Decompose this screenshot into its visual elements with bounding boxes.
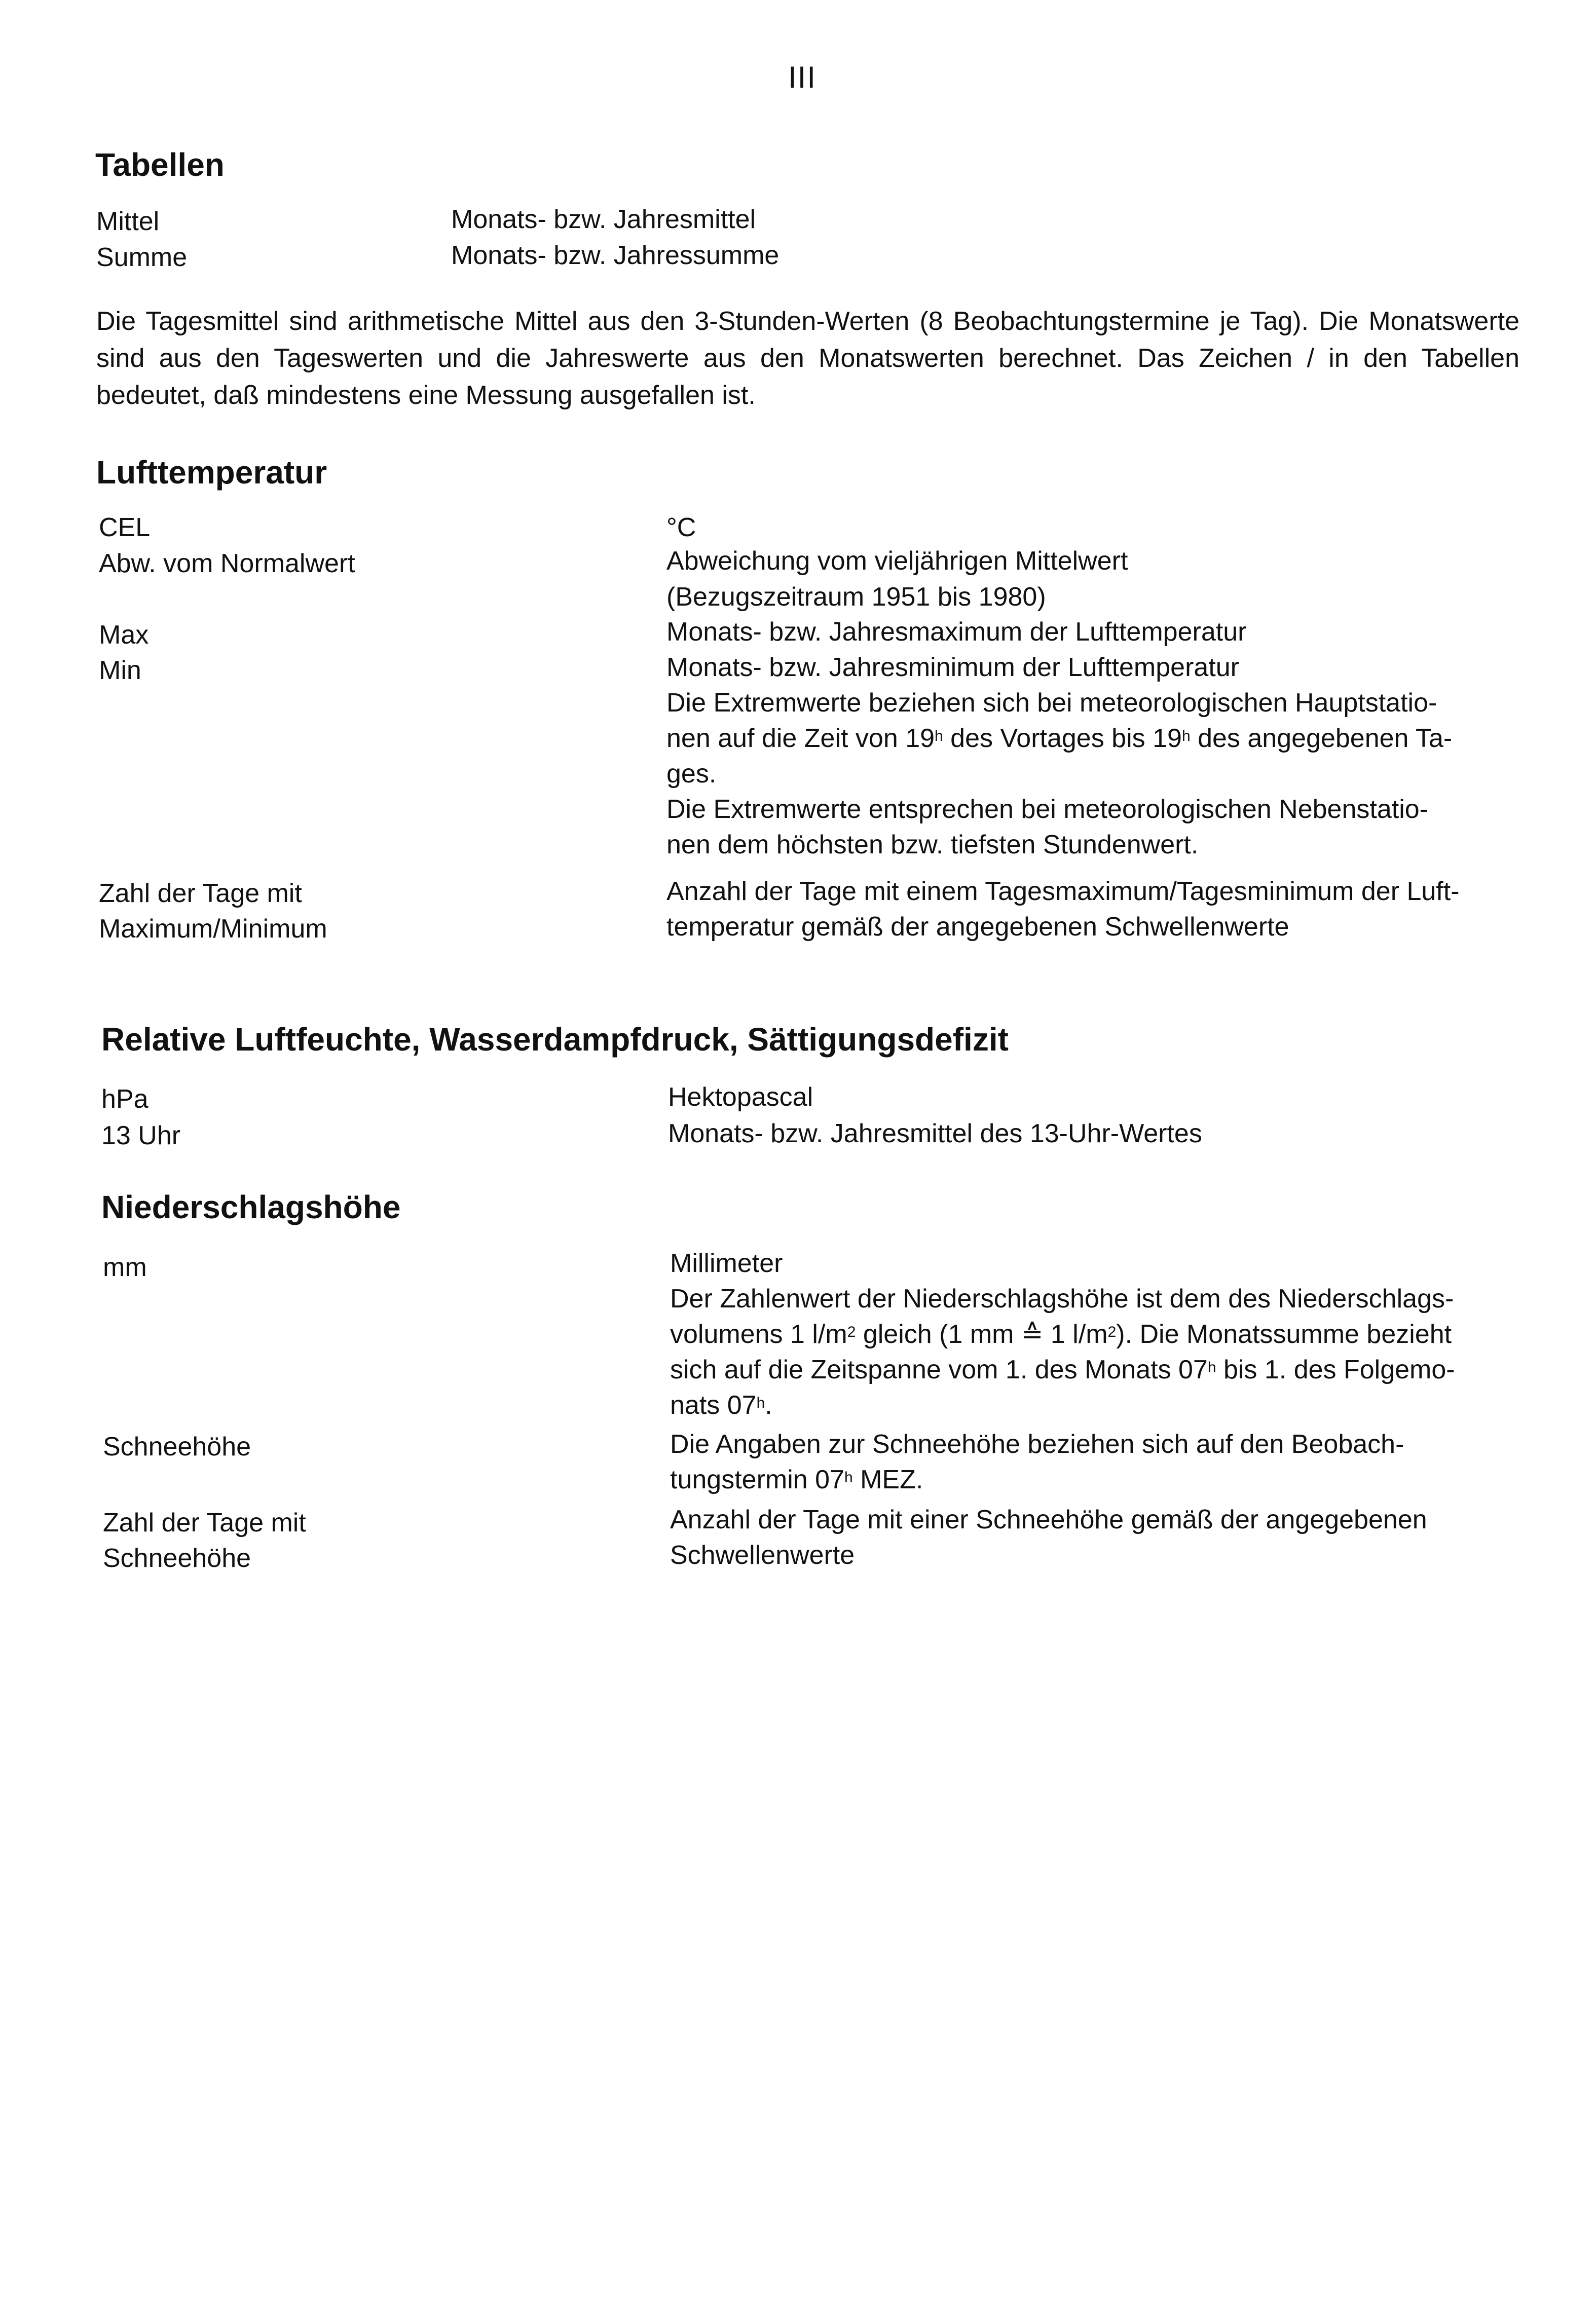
def-mm-line-4: sich auf die Zeitspanne vom 1. des Monats 07$^h$ bis 1. des Folgemo- bbox=[670, 1355, 1455, 1384]
def-mm-line-5: nats 07$^h$. bbox=[670, 1391, 772, 1420]
extrem-neben-line-2: nen dem höchsten bzw. tiefsten Stundenwert. bbox=[666, 830, 1199, 859]
term-mm: mm bbox=[103, 1253, 147, 1282]
def-zahl-tage-1: Anzahl der Tage mit einem Tagesmaximum/Tagesminimum der Luft- bbox=[666, 877, 1460, 906]
section-heading-tabellen: Tabellen bbox=[95, 146, 225, 183]
tabellen-paragraph: Die Tagesmittel sind arithmetische Mittel aus den 3-Stunden-Werten (8 Beobachtungstermine je Tag). Die Monatswerte sind aus den Tageswerten und die Jahreswerte aus den Monatswerten berechnet. Das Zeichen / in den Tabellen bedeutet, daß mindestens eine Messung ausgefallen ist. bbox=[96, 307, 1519, 410]
def-13-uhr: Monats- bzw. Jahresmittel des 13-Uhr-Wertes bbox=[668, 1119, 1202, 1148]
page-number: III bbox=[788, 60, 817, 94]
def-mm-line-1: Millimeter bbox=[670, 1249, 783, 1278]
def-mm-line-3: volumens 1 $l/m^2$ gleich (1 mm ≙ 1 $l/m^2$). Die Monatssumme bezieht bbox=[670, 1320, 1452, 1349]
def-mm-line-2: Der Zahlenwert der Niederschlagshöhe ist dem des Niederschlags- bbox=[670, 1284, 1454, 1314]
def-zahl-tage-2: temperatur gemäß der angegebenen Schwellenwerte bbox=[666, 912, 1289, 942]
extrem-haupt-line-3: ges. bbox=[666, 759, 717, 789]
extrem-haupt-line-2: nen auf die Zeit von 19$^h$ des Vortages bis 19$^h$ des angegebenen Ta- bbox=[666, 724, 1453, 753]
term-hpa: hPa bbox=[101, 1084, 149, 1114]
section-heading-niederschlag: Niederschlagshöhe bbox=[101, 1189, 401, 1225]
term-zahl-tage-2: Maximum/Minimum bbox=[99, 914, 327, 944]
def-schneehoehe-line-1: Die Angaben zur Schneehöhe beziehen sich auf den Beobach- bbox=[670, 1430, 1404, 1459]
term-schneehoehe: Schneehöhe bbox=[103, 1432, 251, 1461]
def-zahl-schnee-1: Anzahl der Tage mit einer Schneehöhe gemäß der angegebenen bbox=[670, 1505, 1427, 1534]
def-abw-1: Abweichung vom vieljährigen Mittelwert bbox=[666, 546, 1128, 576]
def-cel: °C bbox=[666, 513, 696, 542]
def-hpa: Hektopascal bbox=[668, 1082, 813, 1112]
def-summe: Monats- bzw. Jahressumme bbox=[451, 241, 780, 270]
def-zahl-schnee-2: Schwellenwerte bbox=[670, 1541, 855, 1570]
extrem-neben-line-1: Die Extremwerte entsprechen bei meteorologischen Nebenstatio- bbox=[666, 795, 1428, 824]
def-schneehoehe-line-2: tungstermin 07$^h$ MEZ. bbox=[670, 1465, 923, 1494]
def-mittel: Monats- bzw. Jahresmittel bbox=[451, 205, 756, 234]
term-min: Min bbox=[99, 656, 141, 685]
section-heading-lufttemperatur: Lufttemperatur bbox=[96, 454, 327, 491]
extrem-haupt-line-1: Die Extremwerte beziehen sich bei meteorologischen Hauptstatio- bbox=[666, 688, 1437, 718]
def-max: Monats- bzw. Jahresmaximum der Lufttemperatur bbox=[666, 617, 1247, 647]
term-zahl-tage-1: Zahl der Tage mit bbox=[99, 879, 302, 908]
section-heading-feuchte: Relative Luftfeuchte, Wasserdampfdruck, Sättigungsdefizit bbox=[101, 1021, 1009, 1058]
term-13-uhr: 13 Uhr bbox=[101, 1121, 181, 1150]
term-mittel: Mittel bbox=[96, 207, 160, 236]
term-max: Max bbox=[99, 620, 149, 650]
def-abw-2: (Bezugszeitraum 1951 bis 1980) bbox=[666, 582, 1046, 612]
term-zahl-schnee-1: Zahl der Tage mit bbox=[103, 1508, 306, 1538]
term-cel: CEL bbox=[99, 513, 151, 542]
term-abw: Abw. vom Normalwert bbox=[99, 549, 355, 578]
term-summe: Summe bbox=[96, 243, 188, 272]
term-zahl-schnee-2: Schneehöhe bbox=[103, 1544, 251, 1573]
def-min: Monats- bzw. Jahresminimum der Lufttemperatur bbox=[666, 653, 1239, 682]
